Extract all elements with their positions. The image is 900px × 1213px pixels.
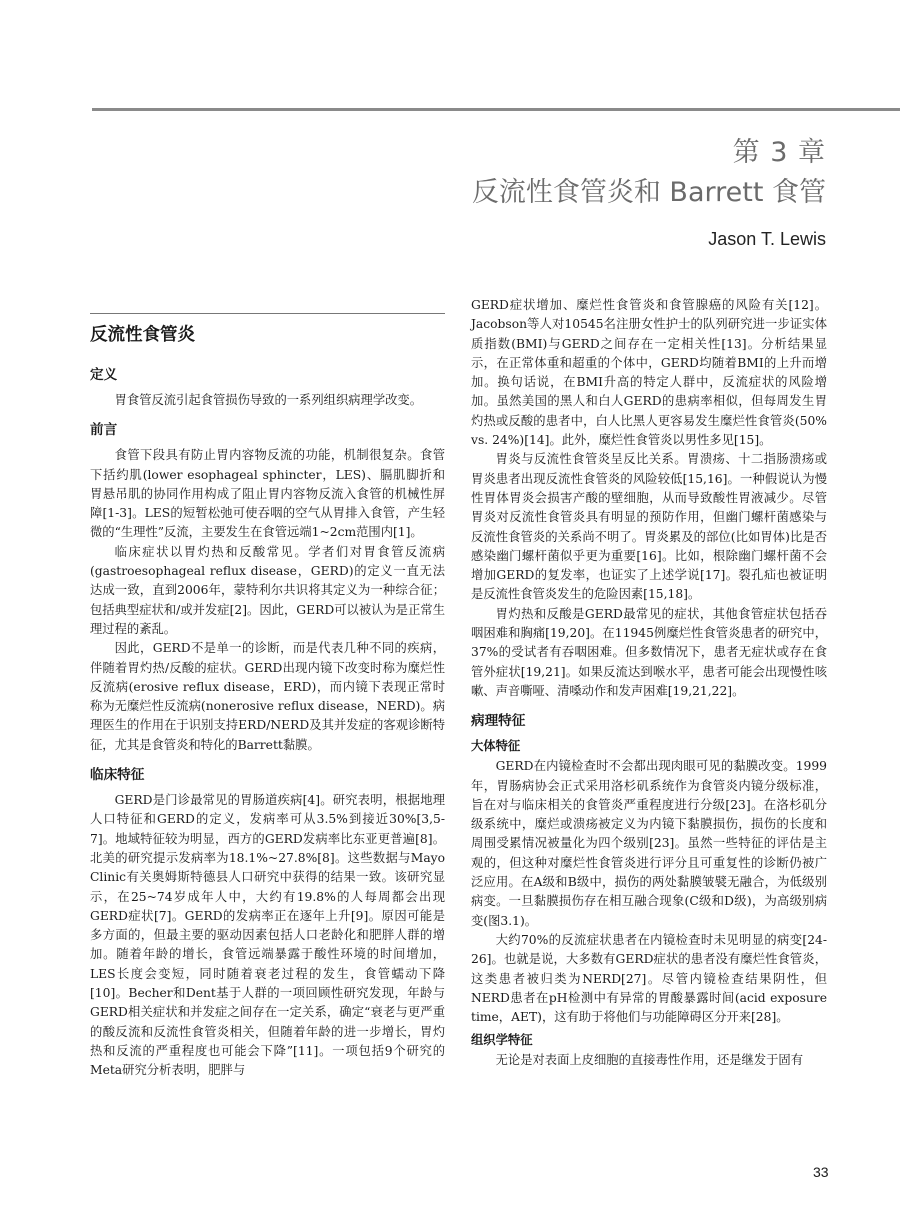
preface-paragraph-3: 因此，GERD不是单一的诊断，而是代表几种不同的疾病，伴随着胃灼热/反酸的症状。GERD出现内镜下改变时称为糜烂性反流病(erosive reflux disease，ERD)，而内镜下表现正常时称为无糜烂性反流病(nonerosive reflux disease，NERD)。病理医生的作用在于识别支持ERD/NERD及其并发症的客观诊断特征，尤其是食管炎和特化的Barrett黏膜。	[90, 641, 445, 752]
gross-paragraph-1: GERD在内镜检查时不会都出现肉眼可见的黏膜改变。1999年，胃肠病协会正式采用洛杉矶系统作为食管炎内镜分级标准，旨在对与临床相关的食管炎严重程度进行分级[23]。在洛杉矶分级系统中，糜烂或溃疡被定义为内镜下黏膜损伤，损伤的长度和周围受累情况被量化为四个级别[23]。虽然一些特征的评估是主观的，但这种对糜烂性食管炎进行评分且可重复性的诊断仍被广泛应用。在A级和B级中，损伤的两处黏膜皱襞无融合，为低级别病变。一旦黏膜损伤存在相互融合现象(C级和D级)，为高级别病变(图3.1)。	[471, 759, 827, 928]
definition-heading: 定义	[90, 367, 118, 383]
gross-paragraph-2: 大约70%的反流症状患者在内镜检查时未见明显的病变[24-26]。也就是说，大多数有GERD症状的患者没有糜烂性食管炎，这类患者被归类为NERD[27]。尽管内镜检查结果阴性，但NERD患者在pH检测中有异常的胃酸暴露时间(acid exposure time，AET)，这有助于将他们与功能障碍区分开来[28]。	[471, 932, 827, 1025]
body-paragraph-2: 胃炎与反流性食管炎呈反比关系。胃溃疡、十二指肠溃疡或胃炎患者出现反流性食管炎的风险较低[15,16]。一种假说认为慢性胃体胃炎会损害产酸的壁细胞，从而导致酸性胃液减少。尽管胃炎对反流性食管炎具有明显的预防作用，但幽门螺杆菌感染与反流性食管炎的关系尚不明了。胃炎累及的部位(比如胃体)比是否感染幽门螺杆菌似乎更为重要[16]。比如，根除幽门螺杆菌不会增加GERD的复发率，也证实了上述学说[17]。裂孔疝也被证明是反流性食管炎发生的危险因素[15,18]。	[471, 452, 827, 602]
body-paragraph-3: 胃灼热和反酸是GERD最常见的症状，其他食管症状包括吞咽困难和胸痛[19,20]。在11945例糜烂性食管炎患者的研究中，37%的受试者有吞咽困难。但多数情况下，患者无症状或存在食管外症状[19,21]。如果反流达到喉水平，患者可能会出现慢性咳嗽、声音嘶哑、清嗓动作和发声困难[19,21,22]。	[471, 606, 827, 698]
preface-paragraph-2: 临床症状以胃灼热和反酸常见。学者们对胃食管反流病(gastroesophageal reflux disease，GERD)的定义一直无法达成一致，直到2006年，蒙特利尔共识将其定义为一种综合征；包括典型症状和/或并发症[2]。因此，GERD可以被认为是正常生理过程的紊乱。	[90, 544, 445, 636]
gross-heading: 大体特征	[471, 739, 521, 754]
right-column	[471, 296, 827, 1071]
preface-paragraph-1: 食管下段具有防止胃内容物反流的功能，机制很复杂。食管下括约肌(lower esophageal sphincter，LES)、膈肌脚折和胃悬吊肌的协同作用构成了阻止胃内容物反流入食管的机械性屏障[1-3]。LES的短暂松弛可使吞咽的空气从胃排入食管，产生轻微的“生理性”反流，主要发生在食管远端1~2cm范围内[1]。	[90, 448, 445, 540]
chapter-number: 第 3 章	[732, 137, 826, 168]
left-column	[90, 313, 445, 1081]
clinical-heading: 临床特征	[90, 767, 145, 784]
clinical-paragraph-1: GERD是门诊最常见的胃肠道疾病[4]。研究表明，根据地理人口特征和GERD的定义，发病率可从3.5%到接近30%[3,5-7]。地域特征较为明显，西方的GERD发病率比东亚更普遍[8]。北美的研究提示发病率为18.1%~27.8%[8]。这些数据与Mayo Clinic有关奥姆斯特德县人口研究中获得的结果一致。该研究显示，在25~74岁成年人中，大约有19.8%的人每周都会出现GERD症状[7]。GERD的发病率正在逐年上升[9]。原因可能是多方面的，但最主要的驱动因素包括人口老龄化和肥胖人群的增加。随着年龄的增长，食管远端暴露于酸性环境的时间增加，LES长度会变短，同时随着衰老过程的发生，食管蠕动下降[10]。Becher和Dent基于人群的一项回顾性研究发现，年龄与GERD相关症状和并发症之间存在一定关系，确定“衰老与更严重的酸反流和反流性食管炎相关，但随着年龄的进一步增长，胃灼热和反流的严重程度也可能会下降”[11]。一项包括9个研究的Meta研究分析表明，肥胖与	[90, 793, 445, 1078]
header-rule	[92, 108, 900, 111]
body-paragraph-1: GERD症状增加、糜烂性食管炎和食管腺癌的风险有关[12]。Jacobson等人对10545名注册女性护士的队列研究进一步证实体质指数(BMI)与GERD之间存在一定相关性[13]。分析结果显示，在正常体重和超重的个体中，GERD均随着BMI的上升而增加。换句话说，在BMI升高的特定人群中，反流症状的风险增加。虽然美国的黑人和白人GERD的患病率相似，但每周发生胃灼热或反酸的患者中，白人比黑人更容易发生糜烂性食管炎(50% vs. 24%)[14]。此外，糜烂性食管炎以男性多见[15]。	[471, 298, 827, 448]
preface-heading: 前言	[90, 422, 118, 439]
page-number: 33	[813, 1164, 829, 1180]
definition-text: 胃食管反流引起食管损伤导致的一系列组织病理学改变。	[114, 393, 423, 407]
pathology-heading: 病理特征	[471, 713, 526, 730]
histology-heading: 组织学特征	[471, 1033, 533, 1048]
section-title: 反流性食管炎	[90, 325, 195, 345]
histology-paragraph-1: 无论是对表面上皮细胞的直接毒性作用，还是继发于固有	[495, 1053, 804, 1068]
section-rule	[90, 313, 445, 314]
chapter-title: 反流性食管炎和 Barrett 食管	[471, 177, 826, 208]
author-name: Jason T. Lewis	[708, 229, 826, 249]
